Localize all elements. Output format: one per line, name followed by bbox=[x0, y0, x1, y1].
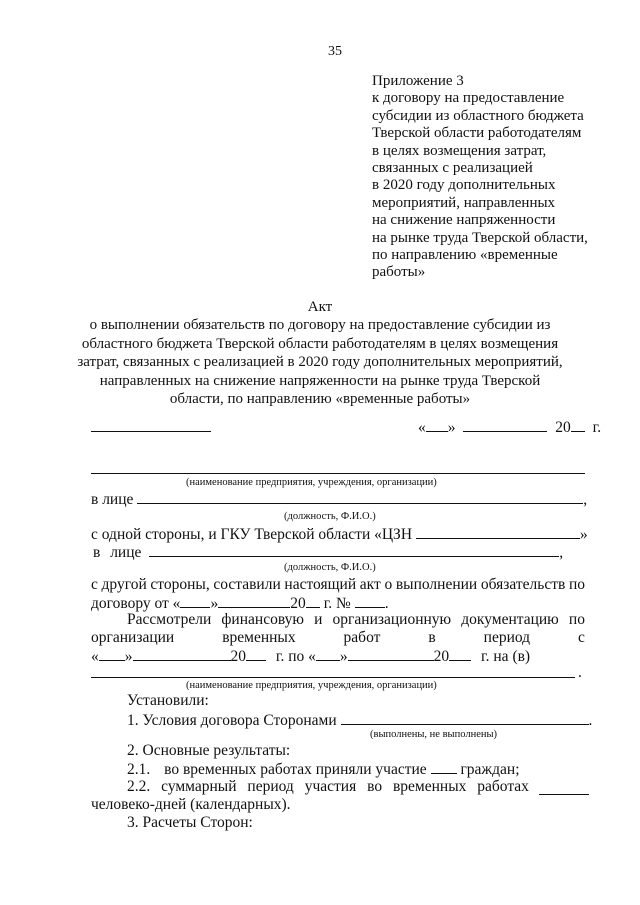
word: суммарный bbox=[161, 778, 237, 795]
conditions-label: 1. Условия договора Сторонами bbox=[127, 712, 337, 729]
date-year-blank[interactable] bbox=[571, 418, 585, 432]
act-subtitle-line: о выполнении обязательств по договору на предоставление субсидии из bbox=[89, 317, 551, 334]
annex-line: в 2020 году дополнительных bbox=[372, 177, 556, 194]
annex-heading: Приложение 3 bbox=[372, 73, 464, 89]
item-2-1-end: граждан; bbox=[460, 761, 520, 778]
period-close-quote: » bbox=[124, 648, 133, 665]
party2-line2 bbox=[91, 543, 563, 562]
period-from-day-blank[interactable] bbox=[99, 647, 125, 661]
party2-line2-prefix: в лице bbox=[93, 544, 142, 561]
word: работ bbox=[343, 629, 381, 646]
word: Рассмотрели bbox=[127, 611, 212, 628]
annex-line: в целях возмещения затрат, bbox=[372, 142, 547, 159]
word: организационную bbox=[332, 611, 452, 628]
period-to-year-blank[interactable] bbox=[449, 647, 471, 661]
word: о bbox=[384, 576, 393, 593]
period-end-label: г. на (в) bbox=[481, 648, 531, 665]
review-line4-end: . bbox=[578, 664, 582, 681]
word: организации bbox=[91, 629, 175, 646]
open-quote: « bbox=[418, 419, 426, 436]
party2-blank[interactable] bbox=[149, 543, 559, 557]
party2-line1 bbox=[91, 525, 588, 544]
period-to-label: г. по « bbox=[275, 648, 316, 665]
place-blank[interactable] bbox=[91, 431, 211, 432]
word: в bbox=[428, 629, 436, 646]
party1-end: , bbox=[583, 491, 588, 508]
review-line1 bbox=[127, 611, 585, 629]
contract-number-label: г. № bbox=[323, 595, 351, 612]
annex-block bbox=[372, 73, 588, 282]
contract-year-prefix: 20 bbox=[290, 595, 306, 612]
period-from-month-blank[interactable] bbox=[133, 647, 231, 661]
party2-close-quote: » bbox=[579, 526, 588, 543]
word: работах bbox=[477, 778, 529, 795]
period-from-year-prefix: 20 bbox=[230, 648, 246, 665]
annex-line: на рынке труда Тверской области, bbox=[372, 229, 588, 246]
fulfilled-caption: (выполнены, не выполнены) bbox=[370, 729, 498, 740]
party2-line2-end: , bbox=[559, 544, 564, 561]
conditions-blank[interactable] bbox=[341, 711, 589, 725]
statement-end: . bbox=[384, 595, 389, 612]
contract-close-quote: » bbox=[210, 595, 219, 612]
conditions-end: . bbox=[588, 712, 593, 729]
word: выполнении bbox=[395, 576, 478, 593]
item-2-1-text: во временных работах приняли участие bbox=[164, 761, 427, 778]
word: временных bbox=[392, 778, 467, 795]
found-item2-2 bbox=[127, 778, 529, 796]
act-subtitle-line: затрат, связанных с реализацией в 2020 году дополнительных мероприятий, bbox=[77, 354, 563, 371]
annex-line: Тверской области работодателям bbox=[372, 125, 582, 142]
contract-date-prefix: договору от « bbox=[91, 595, 181, 612]
word: и bbox=[314, 611, 323, 628]
contract-year-blank[interactable] bbox=[306, 594, 320, 608]
date-day-blank[interactable] bbox=[426, 418, 448, 432]
word: по bbox=[568, 576, 585, 593]
found-item2-2-line2: человеко-дней (календарных). bbox=[91, 796, 291, 813]
year-prefix: 20 bbox=[555, 419, 571, 436]
word: с bbox=[91, 576, 98, 593]
annex-line: субсидии из областного бюджета bbox=[372, 107, 584, 124]
date-month-blank[interactable] bbox=[463, 418, 547, 432]
annex-line: мероприятий, направленных bbox=[372, 194, 556, 211]
contract-day-blank[interactable] bbox=[180, 594, 210, 608]
word: финансовую bbox=[221, 611, 304, 628]
word: во bbox=[367, 778, 383, 795]
org-name-caption-2: (наименование предприятия, учреждения, организации) bbox=[186, 680, 437, 691]
act-title: Акт bbox=[307, 299, 333, 315]
org-name-caption: (наименование предприятия, учреждения, организации) bbox=[186, 477, 437, 488]
party1-blank[interactable] bbox=[137, 490, 583, 504]
close-quote: » bbox=[447, 419, 456, 436]
contract-number-blank[interactable] bbox=[355, 594, 385, 608]
year-suffix: г. bbox=[592, 419, 602, 436]
found-item2-1 bbox=[127, 760, 520, 779]
statement-line1 bbox=[91, 576, 585, 594]
word: другой bbox=[101, 576, 147, 593]
position-caption-2: (должность, Ф.И.О.) bbox=[284, 562, 376, 573]
word: с bbox=[578, 629, 585, 646]
review-line2 bbox=[91, 629, 585, 647]
period-open-quote: « bbox=[91, 648, 99, 665]
found-item1 bbox=[127, 711, 592, 730]
person-days-blank[interactable] bbox=[539, 794, 589, 795]
act-subtitle-line: направленных на снижение напряженности на рынке труда Тверской bbox=[99, 372, 541, 389]
party1-line bbox=[91, 490, 587, 509]
period-to-close-quote: » bbox=[339, 648, 348, 665]
word: участия bbox=[304, 778, 357, 795]
contract-month-blank[interactable] bbox=[218, 594, 290, 608]
period-from-year-blank[interactable] bbox=[246, 647, 266, 661]
act-subtitle-line: областного бюджета Тверской области работодателям в целях возмещения bbox=[81, 335, 559, 352]
word: временных bbox=[222, 629, 296, 646]
org-name-blank[interactable] bbox=[91, 473, 585, 474]
party1-prefix: в лице bbox=[91, 491, 134, 508]
word: документацию bbox=[461, 611, 559, 628]
annex-line: к договору на предоставление bbox=[372, 90, 565, 107]
found-item3: 3. Расчеты Сторон: bbox=[127, 814, 253, 831]
found-item2: 2. Основные результаты: bbox=[127, 742, 291, 759]
act-subtitle-line: области, по направлению «временные работы» bbox=[169, 391, 471, 408]
annex-line: на снижение напряженности bbox=[372, 212, 556, 229]
annex-line: связанных с реализацией bbox=[372, 160, 533, 177]
review-org-blank[interactable] bbox=[91, 677, 575, 678]
found-heading: Установили: bbox=[127, 692, 209, 709]
period-to-day-blank[interactable] bbox=[316, 647, 340, 661]
date-line bbox=[418, 418, 601, 437]
position-caption: (должность, Ф.И.О.) bbox=[284, 511, 376, 522]
word: акт bbox=[359, 576, 381, 593]
word: стороны, bbox=[150, 576, 210, 593]
czn-blank[interactable] bbox=[416, 525, 580, 539]
act-title-block bbox=[60, 298, 580, 408]
period-to-month-blank[interactable] bbox=[348, 647, 434, 661]
word: составили bbox=[213, 576, 281, 593]
item-2-1-number: 2.1. bbox=[127, 761, 151, 778]
word: 2.2. bbox=[127, 778, 151, 795]
period-to-year-prefix: 20 bbox=[433, 648, 450, 665]
annex-line: работы» bbox=[372, 264, 426, 281]
word: период bbox=[247, 778, 294, 795]
word: настоящий bbox=[284, 576, 357, 593]
word: период bbox=[483, 629, 531, 646]
review-line3 bbox=[91, 647, 530, 666]
word: обязательств bbox=[480, 576, 566, 593]
participants-blank[interactable] bbox=[431, 760, 457, 774]
party2-prefix: с одной стороны, и ГКУ Тверской области «ЦЗН bbox=[91, 526, 413, 543]
word: по bbox=[568, 611, 585, 628]
page-number: 35 bbox=[328, 44, 342, 59]
annex-line: по направлению «временные bbox=[372, 247, 558, 264]
